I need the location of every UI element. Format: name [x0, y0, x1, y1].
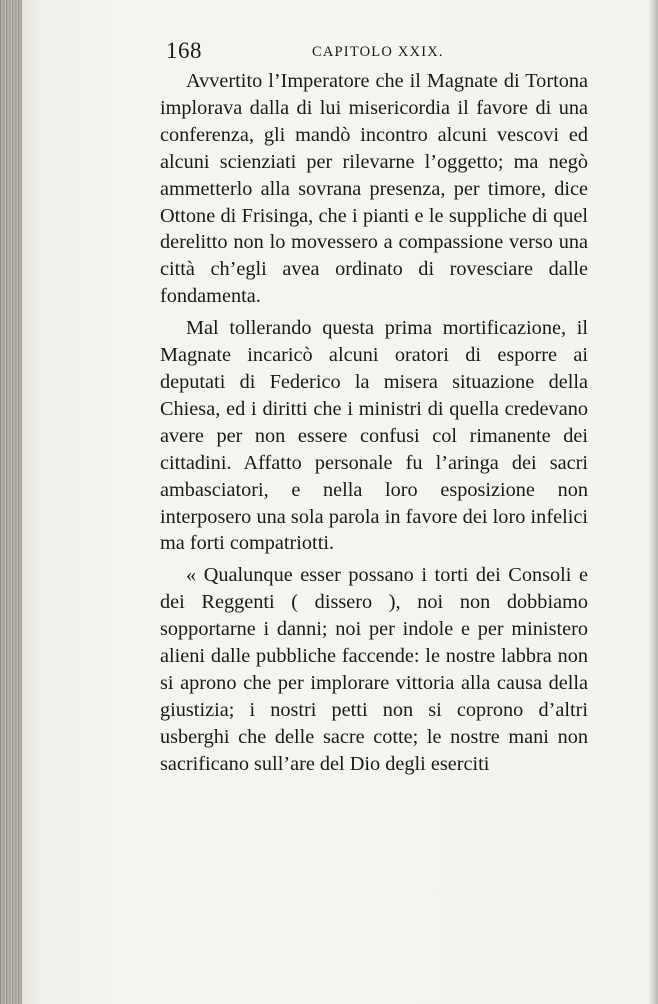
- page-number: 168: [166, 38, 202, 63]
- body-text: [160, 68, 588, 778]
- book-binding: [0, 0, 22, 1004]
- paragraph-1: Avvertito l’Imperatore che il Magnate di Tortona implorava dalla di lui misericordia il favore di una conferenza, gli mandò incontro alcuni vescovi ed alcuni scienziati per rilevarne l’oggetto; ma negò ammetterlo alla sovrana presenza, per timore, dice Ottone di Frisinga, che i pianti e le suppliche di quel derelitto non lo movessero a compassione verso una città ch’egli avea ordinato di rovesciare dalle fondamenta.: [160, 70, 588, 308]
- running-head: CAPITOLO XXIX.: [312, 44, 444, 60]
- paragraph-3: « Qualunque esser possano i torti dei Consoli e dei Reggenti ( dissero ), noi non dobbiamo sopportarne i danni; noi per indole e per ministero alieni dalle pubbliche faccende: le nostre labbra non si aprono che per implorare vittoria alla causa della giustizia; i nostri petti non si coprono d’altri usberghi che delle sacre cotte; le nostre mani non sacrificano sull’are del Dio degli eserciti: [160, 564, 588, 775]
- paragraph-2: Mal tollerando questa prima mortificazione, il Magnate incaricò alcuni oratori di esporre ai deputati di Federico la misera situazione della Chiesa, ed i diritti che i ministri di quella credevano avere per non essere confusi col rimanente dei cittadini. Affatto personale fu l’aringa dei sacri ambasciatori, e nella loro esposizione non interposero una sola parola in favore dei loro infelici ma forti compatriotti.: [160, 317, 588, 555]
- page-edge-shadow: [648, 0, 658, 1004]
- page-header: [166, 38, 596, 68]
